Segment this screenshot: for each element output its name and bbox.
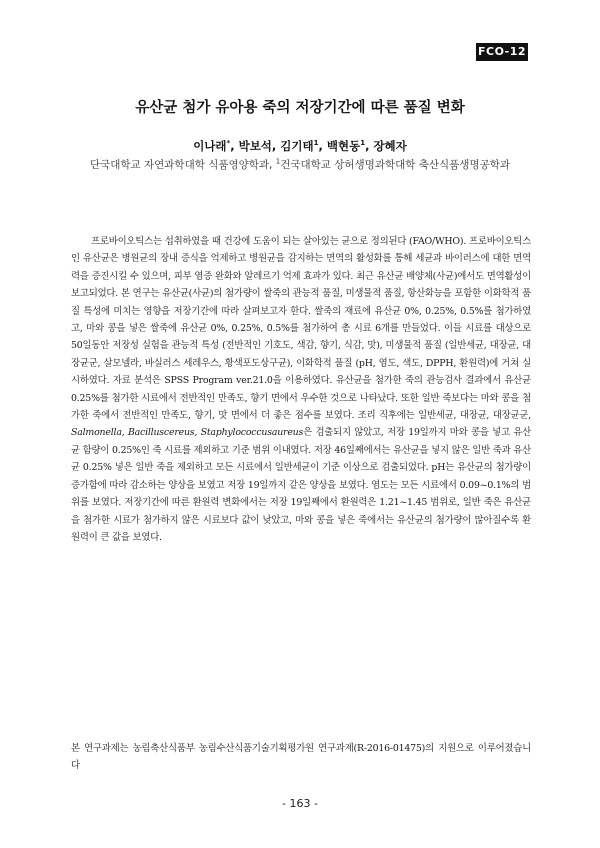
- author-mark: *: [226, 139, 231, 148]
- abstract-text-part1: 프로바이오틱스는 섭취하였을 때 건강에 도움이 되는 살아있는 균으로 정의된다 (FAO/WHO). 프로바이오틱스인 유산균은 병원균의 장내 증식을 억제하고 병원균을 감지하는 면역의 활성화를 통해 세균과 바이러스에 대한 면역력을 증진시킬 수 있으며, 피부 염증 완화와 알레르기 억제 효과가 있다. 최근 유산균 배양체(사균)에서도 면역활성이 보고되었다. 본 연구는 유산균(사균)의 첨가량이 쌀죽의 관능적 품질, 미생물적 품질, 항산화능을 포함한 이화학적 품질 특성에 미치는 영향을 저장기간에 따라 살펴보고자 한다. 쌀죽의 재료에 유산균 0%, 0.25%, 0.5%를 첨가하였고, 마와 콩을 넣은 쌀죽에 유산균 0%, 0.25%, 0.5%를 첨가하여 총 시료 6개를 만들었다. 이들 시료를 대상으로 50일동안 저장성 실험을 관능적 특성 (전반적인 기호도, 색감, 향기, 식감, 맛), 미생물적 품질 (일반세균, 대장균, 대장균군, 살모넬라, 바실러스 세레우스, 황색포도상구균), 이화학적 품질 (pH, 염도, 색도, DPPH, 환원력)에 거쳐 실시하였다. 자료 분석은 SPSS Program ver.21.0을 이용하였다. 유산균을 첨가한 죽의 관능검사 결과에서 유산균 0.25%를 첨가한 시료에서 전반적인 만족도, 향기 면에서 우수한 것으로 나타났다. 또한 일반 죽보다는 마와 콩을 첨가한 죽에서 전반적인 만족도, 향기, 맛 면에서 더 좋은 점수를 보였다. 조리 직후에는 일반세균, 대장균, 대장균군,: [71, 236, 531, 422]
- session-code-badge: FCO-12: [476, 43, 528, 61]
- affiliation-mark: 1: [275, 157, 281, 166]
- abstract-body: [71, 233, 531, 546]
- author-list: 이나래*, 박보석, 김기태$^1$, 백현동$^1$, 장혜자: [193, 139, 407, 153]
- paper-title: 유산균 첨가 유아용 죽의 저장기간에 따른 품질 변화: [135, 100, 465, 116]
- affiliation-secondary: 건국대학교 상허생명과학대학 축산식품생명공학과: [280, 159, 511, 171]
- author-name: 김기태: [280, 139, 314, 153]
- author-mark: 1: [360, 139, 366, 148]
- affiliation-primary: 단국대학교 자연과학대학 식품영양학과,: [89, 159, 276, 171]
- acknowledgement: 본 연구과제는 농림축산식품부 농림수산식품기술기획평가원 연구과제(R-2016-01475)의 지원으로 이루어졌습니다: [71, 743, 531, 771]
- author-mark: 1: [313, 139, 319, 148]
- abstract-text-part2: 은 검출되지 않았고, 저장 19일까지 마와 콩을 넣고 유산균 함량이 0.25%인 죽 시료를 제외하고 기준 범위 이내였다. 저장 46일째에서는 유산균을 넣지 않은 일반 죽과 유산균 0.25% 넣은 일반 죽을 제외하고 모든 시료에서 일반세균이 기준 이상으로 검출되었다. pH는 유산균의 첨가량이 증가함에 따라 감소하는 양상을 보였고 저장 19일까지 같은 양상을 보였다. 염도는 모든 시료에서 0.09~0.1%의 범위를 보였다. 저장기간에 따른 환원력 변화에서는 저장 19일째에서 환원력은 1.21~1.45 범위로, 일반 죽은 유산균을 첨가한 시료가 첨가하지 않은 시료보다 값이 낮았고, 마와 콩을 넣은 죽에서는 유산균의 첨가량이 많아질수록 환원력이 큰 값을 보였다.: [71, 427, 531, 543]
- page-number: - 163 -: [282, 797, 318, 810]
- author-name: 백현동: [326, 139, 361, 153]
- abstract-species-names: Salmonella, Bacilluscereus, Staphylococcusaureus: [71, 427, 304, 439]
- author-name: 박보석: [238, 139, 272, 153]
- author-name: 이나래: [193, 139, 227, 153]
- author-name: 장혜자: [373, 139, 407, 153]
- affiliation: [0, 157, 600, 172]
